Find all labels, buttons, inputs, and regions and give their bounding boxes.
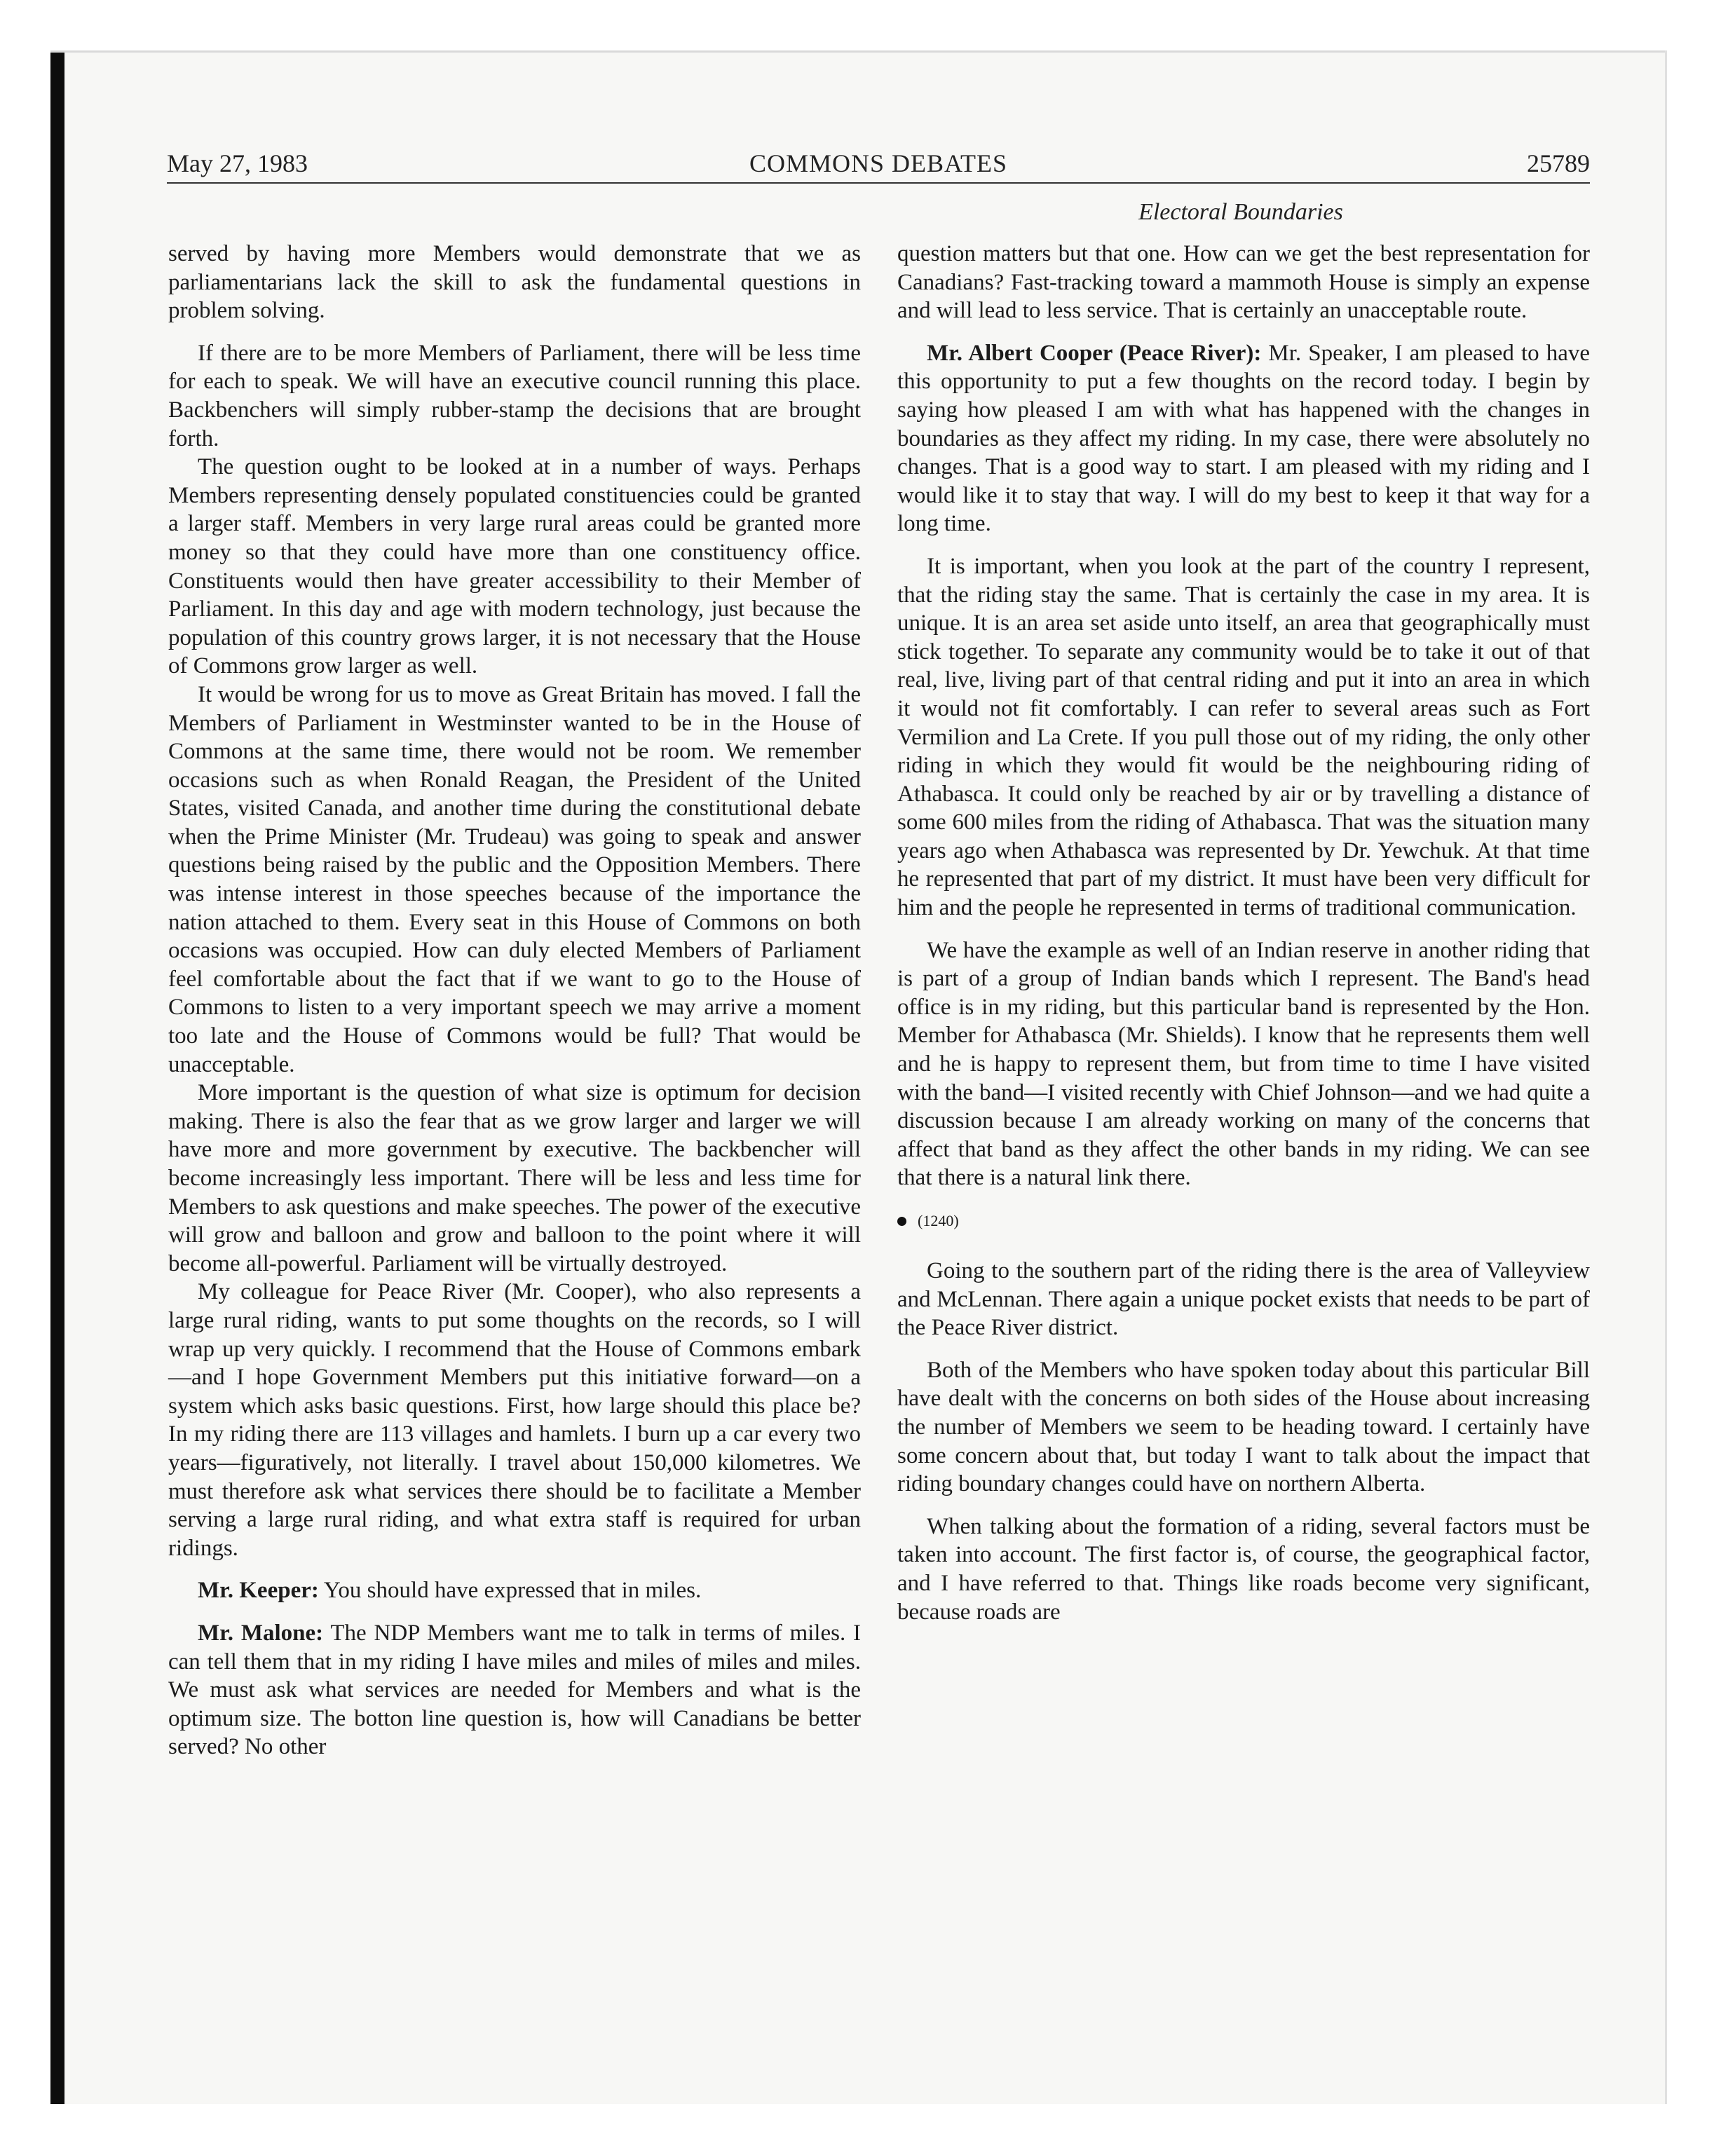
paragraph: It is important, when you look at the part of the country I represent, that the riding stay the same. That is certainly the case in my area. It is unique. It is an area set aside unto itself, an area that geographically must stick together. To separate any community would be to take it out of that real, live, living part of that central riding and put it into an area in which it would not fit comfortably. I can refer to several areas such as Fort Vermilion and La Crete. If you pull those out of my riding, the only other riding in which they would fit would be the neighbouring riding of Athabasca. It could only be reached by air or by travelling a distance of some 600 miles from the riding of Athabasca. That was the situation many years ago when Athabasca was represented by Dr. Yewchuk. At that time he represented that part of my district. It must have been very difficult for him and the people he represented in terms of traditional communication. [897,553,1590,921]
paragraph: If there are to be more Members of Parliament, there will be less time for each to speak. We will have an executive council running this place. Backbenchers will simply rubber-stamp the decisions that are brought forth. [168,340,861,451]
speech-text: Mr. Speaker, I am pleased to have this opportunity to put a few thoughts on the record today. I begin by saying how pleased I am with what has happened with the changes in boundaries as they affect my riding. In my case, there were absolutely no changes. That is a good way to start. I am pleased with my riding and I would like it to stay that way. I will do my best to keep it that way for a long time. [897,340,1591,537]
header-rule [167,182,1590,184]
speech-keeper [168,1576,861,1605]
time-marker-text: (1240) [918,1212,959,1229]
paragraph: The question ought to be looked at in a number of ways. Perhaps Members representing densely populated constituencies could be granted a larger staff. Members in very large rural areas could be granted more money so that they could have more than one constituency office. Constituents would then have greater accessibility to their Member of Parliament. In this day and age with modern technology, just because the population of this country grows larger, it is not necessary that the House of Commons grow larger as well. [168,454,861,679]
speaker-name: Mr. Malone: [198,1620,324,1646]
paragraph: question matters but that one. How can we get the best representation for Canadians? Fast-tracking toward a mammoth House is simply an expense and will lead to less service. That is certainly an unacceptable route. [897,241,1590,324]
running-head [167,146,1590,182]
paragraph: Going to the southern part of the riding there is the area of Valleyview and McLennan. There again a unique pocket exists that needs to be part of the Peace River district. [897,1258,1590,1341]
scan-border [50,50,64,2104]
paragraph: My colleague for Peace River (Mr. Cooper), who also represents a large rural riding, wants to put some thoughts on the records, so I will wrap up very quickly. I recommend that the House of Commons embark—and I hope Government Members put this initiative forward—on a system which asks basic questions. First, how large should this place be? In my riding there are 113 villages and hamlets. I burn up a car every two years—figuratively, not literally. I travel about 150,000 kilometres. We must therefore ask what services there should be to facilitate a Member serving a large rural riding, and what extra staff is required for urban ridings. [168,1279,861,1561]
speaker-name: Mr. Albert Cooper (Peace River): [927,340,1262,366]
scan-right-edge [1665,50,1667,2104]
speech-malone [168,1619,861,1761]
paragraph: It would be wrong for us to move as Great Britain has moved. I fall the Members of Parliament in Westminster wanted to be in the House of Commons at the same time, there would not be room. We remember occasions such as when Ronald Reagan, the President of the United States, visited Canada, and another time during the constitutional debate when the Prime Minister (Mr. Trudeau) was going to speak and answer questions being raised by the public and the Opposition Members. There was intense interest in those speeches because of the importance the nation attached to them. Every seat in this House of Commons on both occasions was occupied. How can duly elected Members of Parliament feel comfortable about the fact that if we want to go to the House of Commons to listen to a very important speech we may arrive a moment too late and the House of Commons would be full? That would be unacceptable. [168,681,861,1077]
paragraph: We have the example as well of an Indian reserve in another riding that is part of a group of Indian bands which I represent. The Band's head office is in my riding, but this particular band is represented by the Hon. Member for Athabasca (Mr. Shields). I know that he represents them well and he is happy to represent them, but from time to time I have visited with the band—I visited recently with Chief Johnson—and we had quite a discussion because I am already working on many of the concerns that affect that band as they affect the other bands in my riding. We can see that there is a natural link there. [897,937,1590,1191]
speech-text: The NDP Members want me to talk in terms of miles. I can tell them that in my riding I have miles and miles of miles and miles. We must ask what services are needed for Members and what is the optimum size. The botton line question is, how will Canadians be better served? No other [168,1620,862,1760]
header-date: May 27, 1983 [167,149,308,177]
paragraph: More important is the question of what size is optimum for decision making. There is also the fear that as we grow larger and larger we will have more and more government by executive. The backbencher will become increasingly less important. There will be less and less time for Members to ask questions and make speeches. The power of the executive will grow and balloon and grow and balloon to the point where it will become all-powerful. Parliament will be virtually destroyed. [168,1080,861,1276]
paragraph: served by having more Members would demonstrate that we as parliamentarians lack the skill to ask the fundamental questions in problem solving. [168,241,861,324]
header-page-number: 25789 [1527,149,1590,177]
paragraph: Both of the Members who have spoken today about this particular Bill have dealt with the concerns on both sides of the House about increasing the number of Members we seem to be heading toward. I certainly have some concern about that, but today I want to talk about the impact that riding boundary changes could have on northern Alberta. [897,1357,1590,1497]
bullet-icon [897,1217,906,1226]
paragraph: When talking about the formation of a riding, several factors must be taken into account. The first factor is, of course, the geographical factor, and I have referred to that. Things like roads become very significant, because roads are [897,1513,1590,1625]
speech-text: You should have expressed that in miles. [323,1578,702,1604]
speech-cooper [897,339,1590,538]
right-column [897,240,1590,1626]
speaker-name: Mr. Keeper: [198,1578,319,1604]
header-publication: COMMONS DEBATES [749,149,1008,177]
time-marker [897,1210,1590,1231]
left-column [168,240,861,1761]
section-title: Electoral Boundaries [1138,199,1343,225]
